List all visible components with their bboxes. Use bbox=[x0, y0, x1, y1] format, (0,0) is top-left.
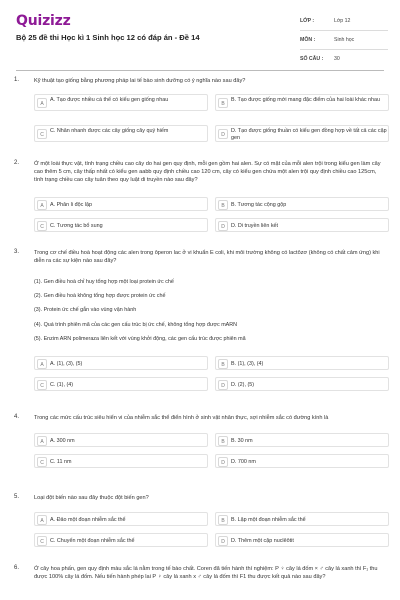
meta-value: 30 bbox=[334, 56, 340, 62]
option-text: D. 700 nm bbox=[231, 458, 256, 465]
answer-option-b[interactable] bbox=[215, 512, 389, 526]
answer-option-b[interactable] bbox=[215, 197, 389, 211]
option-text: C. Chuyển một đoạn nhiễm sắc thể bbox=[50, 537, 135, 544]
option-letter: C bbox=[37, 221, 47, 231]
meta-row-class bbox=[300, 12, 388, 31]
option-text: B. (1), (3), (4) bbox=[231, 360, 264, 367]
question-text: Trong cơ chế điều hoà hoạt động các alen trong ôperon lac ở vi khuẩn E coli, khi môi trường không có lactôzơ (không có chất cảm ứng) khi diễn ra các sự kiện nào sau đây? bbox=[34, 250, 380, 264]
option-letter: B bbox=[218, 200, 228, 210]
question-number: 3. bbox=[14, 249, 20, 255]
answer-option-c[interactable] bbox=[34, 218, 208, 232]
option-letter: B bbox=[218, 359, 228, 369]
answer-option-b[interactable] bbox=[215, 433, 389, 447]
question-text: Loại đột biến nào sau đây thuộc đột biến gen? bbox=[34, 495, 149, 501]
option-text: A. (1), (3), (5) bbox=[50, 360, 83, 367]
option-text: B. 30 nm bbox=[231, 437, 253, 444]
question-number: 5. bbox=[14, 494, 20, 500]
question-number: 4. bbox=[14, 414, 20, 420]
statement-2: (2). Gen điều hoà không tổng hợp được protein ức chế bbox=[34, 293, 166, 299]
option-text: C. 11 nm bbox=[50, 458, 72, 465]
meta-label: MÔN : bbox=[300, 37, 316, 43]
option-letter: A bbox=[37, 200, 47, 210]
answer-option-a[interactable] bbox=[34, 197, 208, 211]
option-letter: D bbox=[218, 457, 228, 467]
statement-5: (5). Enzim ARN polimeraza liên kết với vùng khởi động, các gen cấu trúc được phiên mã bbox=[34, 336, 246, 342]
option-text: D. (2), (5) bbox=[231, 381, 255, 388]
answer-option-a[interactable] bbox=[34, 512, 208, 526]
statement-4: (4). Quá trình phiên mã của các gen cấu trúc bị ức chế, không tổng hợp được mARN bbox=[34, 322, 238, 328]
answer-option-c[interactable] bbox=[34, 454, 208, 468]
option-text: A. Phân li độc lập bbox=[50, 201, 92, 208]
option-letter: B bbox=[218, 98, 228, 108]
option-letter: A bbox=[37, 359, 47, 369]
option-text: A. Tạo được nhiều cá thể có kiểu gen giống nhau bbox=[50, 97, 169, 103]
page-header bbox=[0, 0, 400, 74]
answer-option-c[interactable] bbox=[34, 125, 208, 142]
option-text: C. Nhân nhanh được các cây giống cây quý hiếm bbox=[50, 128, 169, 134]
option-text: B. Tương tác cộng gộp bbox=[231, 201, 287, 208]
meta-label: SỐ CÂU : bbox=[300, 56, 324, 62]
question-text: Trong các mức cấu trúc siêu hiển vi của nhiễm sắc thể điển hình ở sinh vật nhân thực, sợi nhiễm sắc có đường kính là bbox=[34, 415, 329, 421]
option-text: C. Tương tác bổ sung bbox=[50, 222, 103, 229]
question-text: Kỹ thuật tạo giống bằng phương pháp lai tế bào sinh dưỡng có ý nghĩa nào sau đây? bbox=[34, 78, 246, 84]
option-letter: D bbox=[218, 221, 228, 231]
option-text: B. Tạo được giống mới mang đặc điểm của hai loài khác nhau bbox=[231, 97, 381, 103]
option-text: D. Thêm một cặp nuclêôtit bbox=[231, 537, 294, 544]
meta-label: LỚP : bbox=[300, 18, 315, 24]
meta-row-subject bbox=[300, 31, 388, 50]
answer-option-d[interactable] bbox=[215, 218, 389, 232]
meta-value: Sinh học bbox=[334, 37, 355, 43]
option-text: C. (1), (4) bbox=[50, 381, 74, 388]
option-letter: C bbox=[37, 129, 47, 139]
statement-3: (3). Protein ức chế gắn vào vùng vận hành bbox=[34, 307, 137, 313]
quizizz-logo: Quizizz bbox=[16, 13, 71, 29]
option-letter: C bbox=[37, 380, 47, 390]
answer-option-c[interactable] bbox=[34, 377, 208, 391]
option-letter: D bbox=[218, 129, 228, 139]
meta-box bbox=[300, 12, 388, 68]
answer-option-b[interactable] bbox=[215, 94, 389, 111]
question-text: Ở một loài thực vật, tính trạng chiều cao cây do hai gen quy định, mỗi gen gồm hai alen. Sự có mặt của mỗi alen trội trong kiểu gen làm cây cao thêm 5 cm, cây thấp nhất có kiểu gen aabb quy định chiều cao 120 cm, cây có kiểu gen chứa một alen trội quy định chiều cao 125cm, tính trạng chiều cao cây tuân theo quy luật di truyền nào sau đây? bbox=[34, 161, 381, 183]
answer-option-a[interactable] bbox=[34, 356, 208, 370]
option-letter: C bbox=[37, 457, 47, 467]
question-number: 6. bbox=[14, 565, 20, 571]
question-number: 2. bbox=[14, 160, 20, 166]
option-letter: A bbox=[37, 436, 47, 446]
answer-option-d[interactable] bbox=[215, 377, 389, 391]
option-letter: D bbox=[218, 536, 228, 546]
meta-row-count bbox=[300, 50, 388, 68]
question-text: Ở cây hoa phấn, gen quy định màu sắc lá nằm trong tế bào chất. Coren đã tiến hành thí nghiệm: P ♀ cây lá đốm × ♂ cây lá xanh thì F₁ thu được 100% cây lá đốm. Nếu tiến hành phép lai P ♀ cây lá xanh x ♂ cây lá đốm thì F1 thu được kết quả nào sau đây? bbox=[34, 566, 378, 580]
option-letter: B bbox=[218, 436, 228, 446]
option-letter: C bbox=[37, 536, 47, 546]
option-text: A. 300 nm bbox=[50, 437, 75, 444]
option-text: A. Đảo một đoạn nhiễm sắc thể bbox=[50, 516, 126, 523]
meta-value: Lớp 12 bbox=[334, 18, 351, 24]
option-letter: A bbox=[37, 98, 47, 108]
answer-option-b[interactable] bbox=[215, 356, 389, 370]
option-letter: D bbox=[218, 380, 228, 390]
question-number: 1. bbox=[14, 77, 20, 83]
answer-option-c[interactable] bbox=[34, 533, 208, 547]
option-letter: B bbox=[218, 515, 228, 525]
option-letter: A bbox=[37, 515, 47, 525]
answer-option-d[interactable] bbox=[215, 454, 389, 468]
statement-1: (1). Gen điều hoà chỉ huy tổng hợp một loại protein ức chế bbox=[34, 279, 174, 285]
option-text: D. Di truyền liên kết bbox=[231, 222, 279, 229]
answer-option-d[interactable] bbox=[215, 533, 389, 547]
answer-option-a[interactable] bbox=[34, 94, 208, 111]
option-text: D. Tạo được giống thuần có kiểu gen đồng hợp về tất cả các cặp gen bbox=[231, 128, 387, 141]
page-title: Bộ 25 đề thi Học kì 1 Sinh học 12 có đáp án - Đề 14 bbox=[16, 33, 200, 42]
option-text: B. Lặp một đoạn nhiễm sắc thể bbox=[231, 516, 306, 523]
answer-option-a[interactable] bbox=[34, 433, 208, 447]
answer-option-d[interactable] bbox=[215, 125, 389, 142]
header-divider bbox=[16, 70, 384, 71]
